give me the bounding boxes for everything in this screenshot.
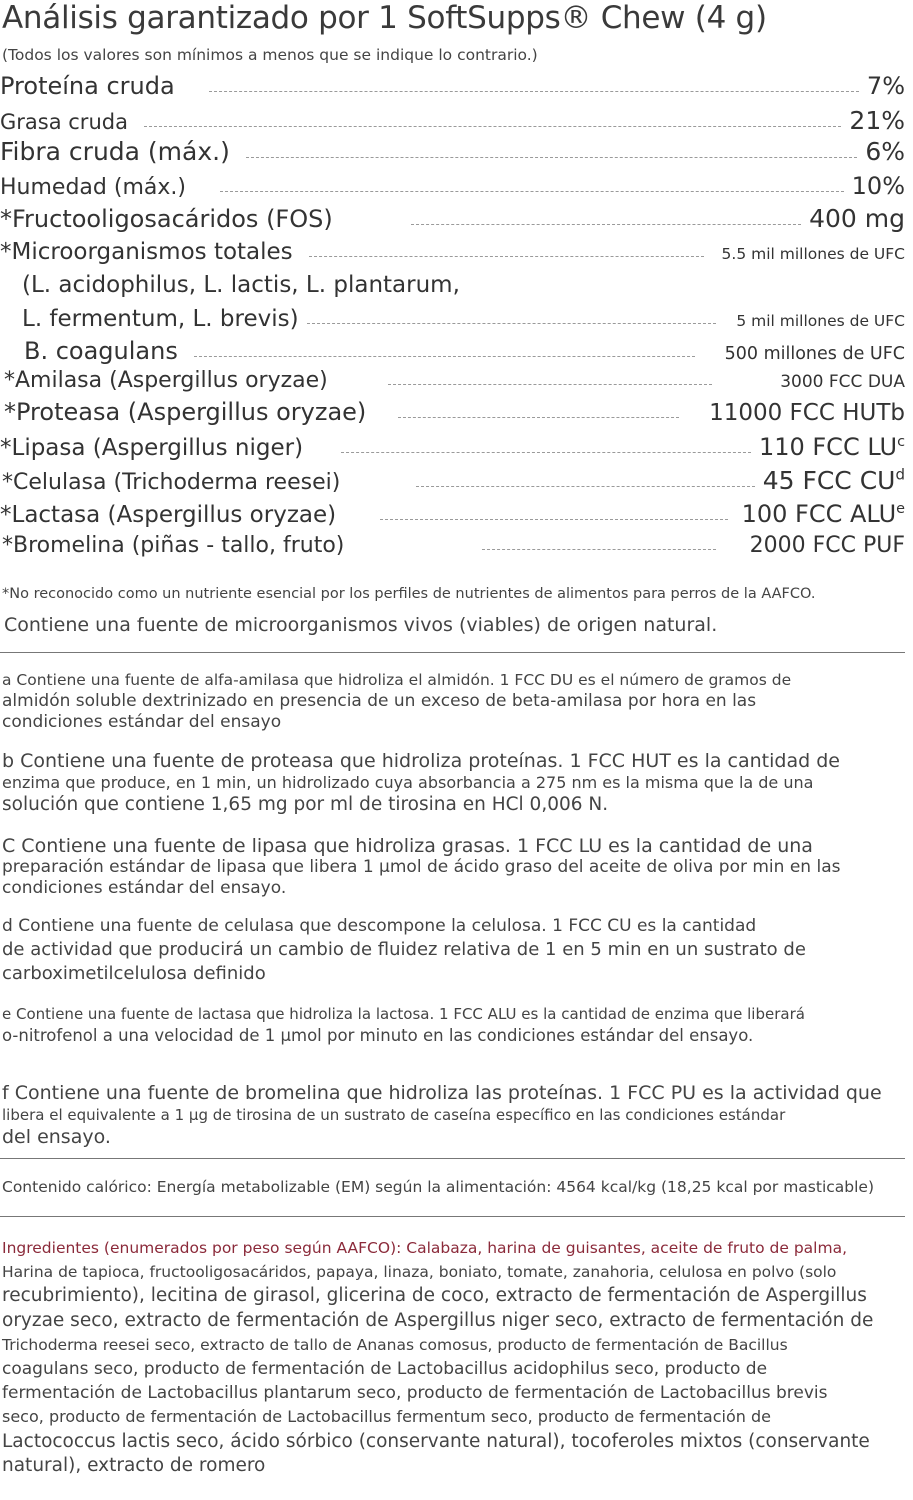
divider [0, 1158, 905, 1159]
caloric-content: Contenido calórico: Energía metabolizable (EM) según la alimentación: 4564 kcal/kg (18,25 kcal por masticable) [2, 1178, 874, 1196]
row-value: 6% [865, 137, 905, 166]
row-value: 2000 FCC PUF [749, 533, 905, 558]
row-fos [0, 204, 905, 233]
row-value: 500 millones de UFC [724, 344, 905, 364]
row-value: 21% [849, 106, 905, 135]
row-name: Grasa cruda [0, 110, 128, 134]
ingredients: Ingredientes (enumerados por peso según AAFCO): Calabaza, harina de guisantes, aceite de fruto de palma, Harina de tapioca, fructooligosacáridos, papaya, linaza, boniato, tomate, zanahoria, celulosa en polvo (solo recubrimiento), lecitina de girasol, glicerina de coco, extracto de fermentación de Aspergillus oryzae seco, extracto de fermentación de Aspergillus niger seco, extracto de fermentación de Trichoderma reesei seco, extracto de tallo de Ananas comosus, producto de fermentación de Bacillus coagulans seco, producto de fermentación de Lactobacillus acidophilus seco, producto de fermentación de Lactobacillus plantarum seco, producto de fermentación de Lactobacillus brevis seco, producto de fermentación de Lactobacillus fermentum seco, producto de fermentación de Lactococcus lactis seco, ácido sórbico (conservante natural), tocoferoles mixtos (conservante natural), extracto de romero [2, 1236, 907, 1478]
row-name: *Bromelina (piñas - tallo, fruto) [2, 533, 345, 558]
dotted-leader [144, 126, 841, 127]
dotted-leader [380, 519, 727, 520]
dotted-leader [309, 256, 704, 257]
microorganism-species-line: (L. acidophilus, L. lactis, L. plantarum, [22, 272, 460, 298]
row-value: 110 FCC $LU^c$ [758, 433, 905, 461]
row-name: Humedad (máx.) [0, 175, 186, 200]
dotted-leader [482, 549, 715, 550]
dotted-leader [220, 191, 844, 192]
dotted-leader [341, 452, 751, 453]
footnote-b: b Contiene una fuente de proteasa que hidroliza proteínas. 1 FCC HUT es la cantidad de enzima que produce, en 1 min, un hidrolizado cuya absorbancia a 275 nm es la misma que la de una solución que contiene 1,65 mg por ml de tirosina en HCl 0,006 N. [2, 750, 840, 815]
live-microorganisms-note: Contiene una fuente de microorganismos vivos (viables) de origen natural. [4, 614, 718, 636]
dotted-leader [209, 91, 859, 92]
row-coagulans [24, 337, 905, 365]
ingredients-heading: Ingredientes (enumerados por peso según AAFCO): Calabaza, harina de guisantes, aceite de fruto de palma, [2, 1239, 847, 1257]
footnote-f: f Contiene una fuente de bromelina que hidroliza las proteínas. 1 FCC PU es la actividad que libera el equivalente a 1 µg de tirosina de un sustrato de caseína específico en las condiciones estándar del ensayo. [2, 1082, 882, 1148]
row-name: *Amilasa (Aspergillus oryzae) [4, 368, 328, 393]
dotted-leader [411, 224, 801, 225]
row-value: 3000 FCC DUA [780, 372, 905, 392]
page-title: Análisis garantizado por 1 SoftSupps® Chew (4 g) [2, 0, 767, 36]
footnote-e: e Contiene una fuente de lactasa que hidroliza la lactosa. 1 FCC ALU es la cantidad de enzima que liberará o-nitrofenol a una velocidad de 1 µmol por minuto en las condiciones estándar del ensayo. [2, 1005, 805, 1045]
row-celulasa [2, 466, 905, 495]
footnote-c: C Contiene una fuente de lipasa que hidroliza grasas. 1 FCC LU es la cantidad de una preparación estándar de lipasa que libera 1 µmol de ácido graso del aceite de oliva por min en las condiciones estándar del ensayo. [2, 835, 841, 898]
row-grasa [0, 106, 905, 135]
row-value: 5.5 mil millones de UFC [721, 245, 905, 263]
row-name: *Lactasa (Aspergillus oryzae) [0, 502, 337, 528]
row-value: 400 mg [809, 204, 905, 233]
row-value: 11000 FCC HUTb [709, 400, 905, 426]
footnote-a: a Contiene una fuente de alfa-amilasa que hidroliza el almidón. 1 FCC DU es el número de gramos de almidón soluble dextrinizado en presencia de un exceso de beta-amilasa por hora en las condiciones estándar del ensayo [2, 671, 792, 732]
subtitle: (Todos los valores son mínimos a menos que se indique lo contrario.) [2, 46, 538, 64]
dotted-leader [388, 384, 712, 385]
row-name: L. fermentum, L. brevis) [22, 306, 299, 332]
row-name: *Lipasa (Aspergillus niger) [0, 435, 304, 461]
row-name: *Fructooligosacáridos (FOS) [0, 205, 333, 233]
dotted-leader [246, 157, 857, 158]
dotted-leader [398, 417, 679, 418]
row-name: Proteína cruda [0, 72, 175, 100]
row-microorganismos [0, 239, 905, 265]
row-proteasa [4, 398, 905, 426]
row-proteina [0, 72, 905, 100]
divider [0, 1216, 905, 1217]
row-name: *Microorganismos totales [0, 239, 293, 265]
row-value: 100 FCC ALU$^e$ [741, 500, 905, 528]
row-value: 7% [866, 72, 905, 100]
row-amilasa [4, 368, 905, 393]
row-name: *Celulasa (Trichoderma reesei) [2, 470, 341, 495]
dotted-leader [194, 356, 695, 357]
row-lactasa [0, 500, 905, 528]
aafco-note: *No reconocido como un nutriente esencial por los perfiles de nutrientes de alimentos para perros de la AAFCO. [2, 586, 816, 602]
row-name: Fibra cruda (máx.) [0, 137, 230, 166]
row-fermentum-brevis [22, 306, 905, 332]
dotted-leader [416, 486, 754, 487]
row-value: 5 mil millones de UFC [736, 312, 905, 330]
row-value: 45 FCC $CU^d$ [762, 465, 905, 495]
row-name: B. coagulans [24, 337, 178, 365]
row-name: *Proteasa (Aspergillus oryzae) [4, 398, 367, 426]
row-humedad [0, 172, 905, 200]
row-fibra [0, 137, 905, 166]
dotted-leader [307, 323, 717, 324]
row-lipasa [0, 433, 905, 461]
row-bromelina [2, 533, 905, 558]
footnote-d: d Contiene una fuente de celulasa que descompone la celulosa. 1 FCC CU es la cantidad de actividad que producirá un cambio de fluidez relativa de 1 en 5 min en un sustrato de carboximetilcelulosa definido [2, 916, 806, 984]
row-value: 10% [851, 172, 905, 200]
divider [0, 652, 905, 653]
